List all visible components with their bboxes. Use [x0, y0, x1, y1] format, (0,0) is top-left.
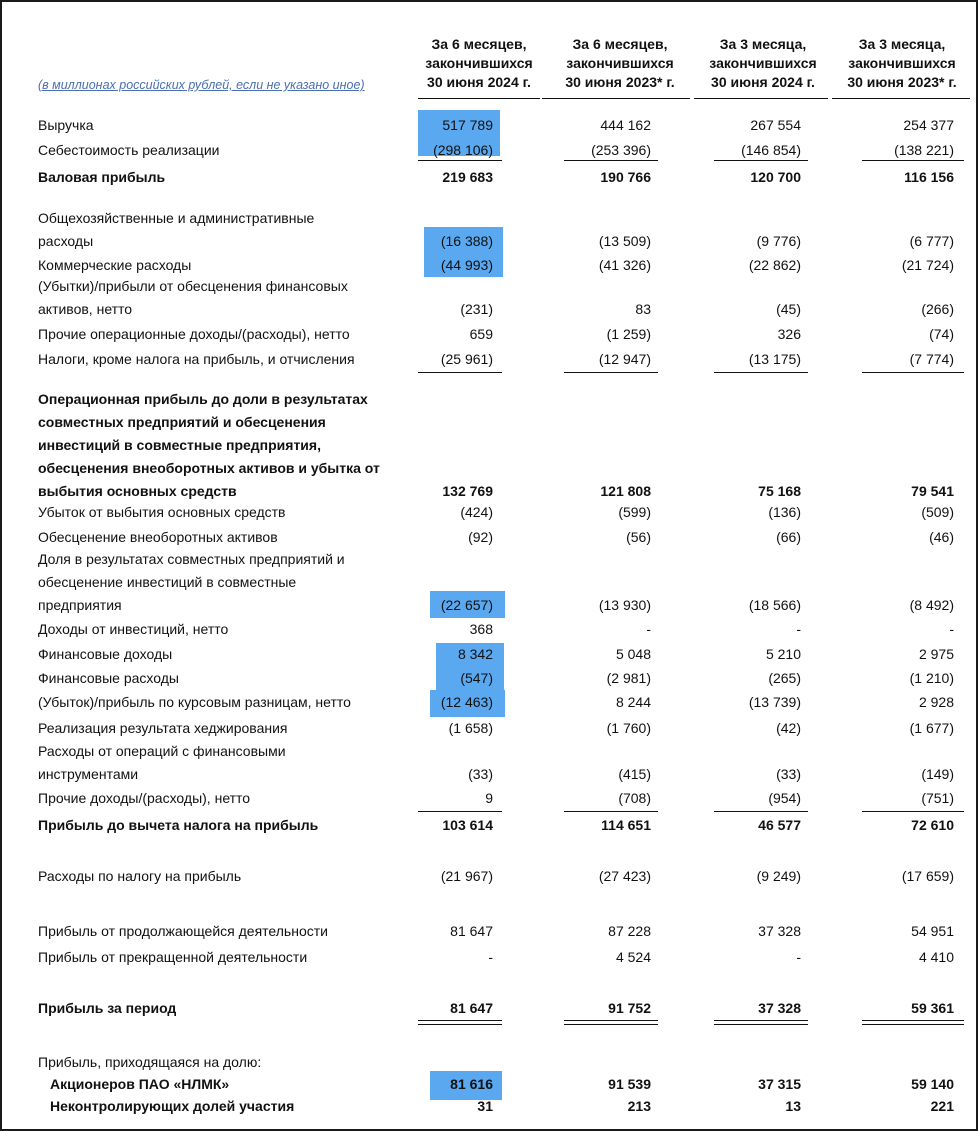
value-cell-col3: (45)	[776, 301, 801, 317]
row-label-line: совместных предприятий и обесценения	[38, 414, 326, 430]
row-label	[38, 139, 219, 162]
value-cell-col1: 31	[477, 1098, 493, 1114]
row-label	[38, 323, 350, 346]
total-rule	[714, 372, 808, 373]
value-cell-col3: (13 739)	[748, 694, 801, 710]
value-cell-col4: (138 221)	[894, 142, 954, 158]
row-label	[50, 1073, 229, 1096]
value-cell-col2: 114 651	[601, 817, 651, 833]
value-cell-col4: 254 377	[903, 117, 954, 133]
value-cell-col3: 37 328	[758, 923, 801, 939]
value-cell-col4: 72 610	[911, 817, 954, 833]
row-label	[38, 348, 355, 371]
row-label-line: Доходы от инвестиций, нетто	[38, 621, 229, 637]
value-cell-col1: (231)	[460, 301, 493, 317]
value-cell-col2: (253 396)	[591, 142, 651, 158]
value-cell-col3: 75 168	[758, 483, 801, 499]
row-label-line: Прибыль до вычета налога на прибыль	[38, 817, 319, 833]
value-cell-col3: (22 862)	[748, 257, 801, 273]
row-label	[38, 643, 172, 666]
value-cell-col4: -	[949, 621, 954, 637]
value-cell-col4: (509)	[921, 504, 954, 520]
value-cell-col2: 213	[627, 1098, 651, 1114]
value-cell-col2: (599)	[618, 504, 651, 520]
value-cell-col3: 37 315	[758, 1076, 801, 1092]
value-cell-col3: (136)	[768, 504, 801, 520]
row-label-line: Обесценение внеоборотных активов	[38, 529, 278, 545]
value-cell-col4: (17 659)	[901, 868, 954, 884]
row-label-line: Реализация результата хеджирования	[38, 720, 288, 736]
value-cell-col4: (21 724)	[901, 257, 954, 273]
value-cell-col3: -	[796, 949, 801, 965]
value-cell-col4: 221	[930, 1098, 954, 1114]
value-cell-col1: 81 616	[450, 1076, 493, 1092]
value-cell-col3: (18 566)	[748, 597, 801, 613]
value-cell-col4: 59 140	[911, 1076, 954, 1092]
value-cell-col3: 37 328	[758, 1000, 801, 1016]
row-label-line: Общехозяйственные и административные	[38, 210, 315, 226]
row-label-line: Расходы от операций с финансовыми	[38, 743, 286, 759]
total-rule	[564, 811, 658, 812]
value-cell-col1: 103 614	[442, 817, 493, 833]
value-cell-col2: (1 259)	[606, 326, 651, 342]
row-label	[38, 865, 241, 888]
column-header-2: За 6 месяцев, закончившихся 30 июня 2023* г.	[565, 36, 675, 90]
row-label-line: Прибыль за период	[38, 1000, 177, 1016]
row-label	[50, 1095, 294, 1118]
value-cell-col4: (7 774)	[909, 351, 954, 367]
value-cell-col1: (25 961)	[440, 351, 493, 367]
value-cell-col1: (547)	[460, 670, 493, 686]
value-cell-col4: (266)	[921, 301, 954, 317]
value-cell-col3: 46 577	[758, 817, 801, 833]
value-cell-col1: (12 463)	[440, 694, 493, 710]
value-cell-col3: (265)	[768, 670, 801, 686]
value-cell-col4: (46)	[929, 529, 954, 545]
value-cell-col4: 59 361	[911, 1000, 954, 1016]
row-label	[38, 946, 307, 969]
value-cell-col3: 267 554	[750, 117, 801, 133]
value-cell-col1: 132 769	[442, 483, 493, 499]
row-label-line: выбытия основных средств	[38, 483, 237, 499]
value-cell-col4: 4 410	[918, 949, 954, 965]
row-label-line: Выручка	[38, 117, 94, 133]
row-label-line: Неконтролирующих долей участия	[50, 1098, 295, 1114]
value-cell-col1: 659	[469, 326, 493, 342]
value-cell-col3: (33)	[776, 766, 801, 782]
value-cell-col3: 326	[777, 326, 801, 342]
value-cell-col4: (6 777)	[909, 233, 954, 249]
total-rule	[418, 372, 502, 373]
value-cell-col2: 121 808	[600, 483, 651, 499]
row-label-line: Доля в результатах совместных предприятий и	[38, 551, 345, 567]
column-header-1: За 6 месяцев, закончившихся 30 июня 2024 г.	[425, 36, 533, 90]
row-label-line: Прочие доходы/(расходы), нетто	[38, 790, 251, 806]
row-label	[38, 787, 250, 810]
value-cell-col2: 444 162	[600, 117, 651, 133]
double-total-rule	[714, 1020, 808, 1025]
row-label	[38, 166, 165, 189]
value-cell-col3: (66)	[776, 529, 801, 545]
value-cell-col1: (1 658)	[448, 720, 493, 736]
row-label-line: Прочие операционные доходы/(расходы), нетто	[38, 326, 350, 342]
row-label-line: обесценения внеоборотных активов и убытка от	[38, 460, 380, 476]
header-rule	[694, 98, 828, 99]
value-cell-col4: (1 210)	[909, 670, 954, 686]
value-cell-col4: 79 541	[911, 483, 954, 499]
row-label-line: инвестиций в совместные предприятия,	[38, 437, 321, 453]
row-label-line: Финансовые доходы	[38, 646, 173, 662]
row-label	[38, 618, 228, 641]
row-label	[38, 114, 94, 137]
header-rule	[418, 98, 540, 99]
column-header-4: За 3 месяца, закончившихся 30 июня 2023* г.	[847, 36, 957, 90]
value-cell-col4: (149)	[921, 766, 954, 782]
value-cell-col1: (16 388)	[440, 233, 493, 249]
row-label-line: Коммерческие расходы	[38, 257, 192, 273]
value-cell-col1: 517 789	[442, 117, 493, 133]
value-cell-col3: (146 854)	[741, 142, 801, 158]
units-note: (в миллионах российских рублей, если не указано иное)	[38, 78, 365, 92]
value-cell-col4: 2 928	[918, 694, 954, 710]
value-cell-col1: (21 967)	[440, 868, 493, 884]
row-label-line: Себестоимость реализации	[38, 142, 220, 158]
value-cell-col2: (415)	[618, 766, 651, 782]
row-label	[38, 717, 288, 740]
value-cell-col3: (9 249)	[756, 868, 801, 884]
value-cell-col3: (42)	[776, 720, 801, 736]
row-label-line: Акционеров ПАО «НЛМК»	[50, 1076, 230, 1092]
value-cell-col1: 81 647	[450, 923, 493, 939]
header-rule	[832, 98, 970, 99]
row-label	[38, 207, 314, 253]
value-cell-col4: 2 975	[918, 646, 954, 662]
value-cell-col4: 116 156	[904, 169, 954, 185]
value-cell-col4: (74)	[929, 326, 954, 342]
value-cell-col2: 87 228	[608, 923, 651, 939]
row-label	[38, 526, 278, 549]
row-label-line: Убыток от выбытия основных средств	[38, 504, 286, 520]
row-label	[38, 1051, 261, 1074]
total-rule	[862, 811, 964, 812]
value-cell-col2: (12 947)	[598, 351, 651, 367]
value-cell-col3: 13	[785, 1098, 801, 1114]
value-cell-col4: (8 492)	[909, 597, 954, 613]
row-label	[38, 548, 345, 617]
value-cell-col3: (9 776)	[756, 233, 801, 249]
value-cell-col2: 91 539	[608, 1076, 651, 1092]
value-cell-col1: 9	[485, 790, 493, 806]
row-label-line: (Убыток)/прибыль по курсовым разницам, нетто	[38, 694, 351, 710]
value-cell-col2: 83	[635, 301, 651, 317]
row-label-line: обесценение инвестиций в совместные	[38, 574, 297, 590]
total-rule	[418, 811, 502, 812]
value-cell-col2: 5 048	[615, 646, 651, 662]
value-cell-col1: 219 683	[442, 169, 493, 185]
double-total-rule	[862, 1020, 964, 1025]
row-label-line: Расходы по налогу на прибыль	[38, 868, 242, 884]
value-cell-col3: (13 175)	[748, 351, 801, 367]
row-label-line: активов, нетто	[38, 301, 133, 317]
row-label-line: расходы	[38, 233, 94, 249]
row-label	[38, 691, 351, 714]
value-cell-col2: (56)	[626, 529, 651, 545]
value-cell-col2: 4 524	[615, 949, 651, 965]
row-label	[38, 814, 318, 837]
row-label-line: инструментами	[38, 766, 139, 782]
row-label-line: предприятия	[38, 597, 122, 613]
row-label	[38, 997, 176, 1020]
value-cell-col1: (298 106)	[433, 142, 493, 158]
row-label	[38, 920, 328, 943]
value-cell-col2: (2 981)	[606, 670, 651, 686]
value-cell-col2: (13 509)	[598, 233, 651, 249]
value-cell-col3: 5 210	[765, 646, 801, 662]
row-label	[38, 501, 286, 524]
row-label	[38, 740, 286, 786]
value-cell-col2: 190 766	[600, 169, 651, 185]
row-label-line: Прибыль, приходящаяся на долю:	[38, 1054, 262, 1070]
value-cell-col2: 91 752	[608, 1000, 651, 1016]
row-label-line: Финансовые расходы	[38, 670, 179, 686]
value-cell-col4: (751)	[921, 790, 954, 806]
value-cell-col2: (27 423)	[598, 868, 651, 884]
value-cell-col1: 368	[469, 621, 493, 637]
value-cell-col2: 8 244	[615, 694, 651, 710]
row-label	[38, 667, 179, 690]
value-cell-col2: (41 326)	[598, 257, 651, 273]
row-label	[38, 388, 380, 503]
value-cell-col1: (33)	[468, 766, 493, 782]
value-cell-col4: 54 951	[911, 923, 954, 939]
row-label	[38, 254, 191, 277]
value-cell-col3: -	[796, 621, 801, 637]
double-total-rule	[418, 1020, 502, 1025]
row-label-line: Налоги, кроме налога на прибыль, и отчисления	[38, 351, 355, 367]
value-cell-col1: (92)	[468, 529, 493, 545]
value-cell-col1: (424)	[460, 504, 493, 520]
value-cell-col2: (708)	[618, 790, 651, 806]
total-rule	[862, 372, 964, 373]
double-total-rule	[564, 1020, 658, 1025]
value-cell-col1: 8 342	[457, 646, 493, 662]
value-cell-col1: (22 657)	[440, 597, 493, 613]
value-cell-col2: (1 760)	[606, 720, 651, 736]
value-cell-col2: (13 930)	[598, 597, 651, 613]
value-cell-col2: -	[646, 621, 651, 637]
row-label	[38, 275, 348, 321]
value-cell-col4: (1 677)	[909, 720, 954, 736]
value-cell-col1: 81 647	[450, 1000, 493, 1016]
column-header-3: За 3 месяца, закончившихся 30 июня 2024 г.	[709, 36, 817, 90]
row-label-line: Прибыль от прекращенной деятельности	[38, 949, 308, 965]
value-cell-col3: 120 700	[750, 169, 801, 185]
row-label-line: Операционная прибыль до доли в результатах	[38, 391, 368, 407]
row-label-line: Прибыль от продолжающейся деятельности	[38, 923, 328, 939]
value-cell-col3: (954)	[768, 790, 801, 806]
value-cell-col1: (44 993)	[440, 257, 493, 273]
header-rule	[542, 98, 690, 99]
total-rule	[564, 372, 658, 373]
row-label-line: Валовая прибыль	[38, 169, 166, 185]
value-cell-col1: -	[488, 949, 493, 965]
total-rule	[714, 811, 808, 812]
row-label-line: (Убытки)/прибыли от обесценения финансовых	[38, 278, 348, 294]
